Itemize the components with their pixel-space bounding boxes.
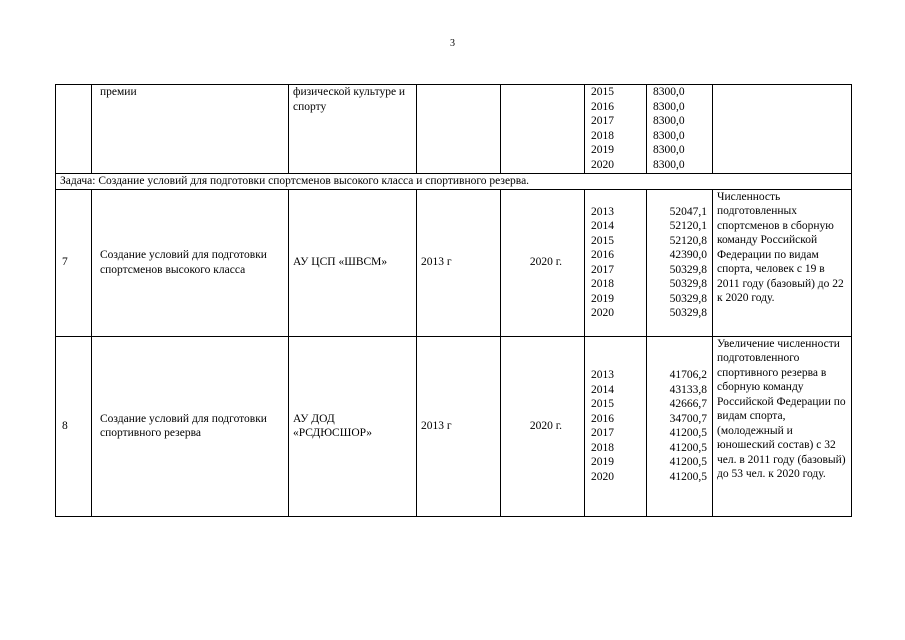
value-list <box>647 205 712 321</box>
year-list <box>585 368 646 484</box>
year-item: 2015 <box>591 86 614 98</box>
year-item: 2017 <box>591 427 614 439</box>
value-list <box>647 85 712 172</box>
cell-values <box>647 189 713 336</box>
year-list <box>585 205 646 321</box>
row-indicator: Численность подготовленных спортсменов в сборную команду Российской Федерации по видам спорта, человек с 19 в 2011 году (базовый) до 22 к 2020 году. <box>713 189 852 336</box>
value-item: 8300,0 <box>653 86 685 98</box>
value-item: 41200,5 <box>669 470 707 483</box>
cell-years <box>585 336 647 516</box>
year-item: 2018 <box>591 129 614 142</box>
value-item: 50329,8 <box>669 307 707 319</box>
program-table <box>55 84 852 517</box>
table-row-continuation <box>56 85 852 174</box>
value-item: 50329,8 <box>669 292 707 305</box>
value-item: 50329,8 <box>669 278 707 290</box>
value-item: 8300,0 <box>653 144 685 156</box>
row-end: 2020 г. <box>501 336 585 516</box>
year-item: 2014 <box>591 220 614 232</box>
value-item: 52047,1 <box>669 205 707 218</box>
task-heading: Задача: Создание условий для подготовки спортсменов высокого класса и спортивного резерва. <box>56 174 852 190</box>
value-item: 41200,5 <box>669 427 707 439</box>
value-item: 43133,8 <box>669 383 707 396</box>
year-item: 2018 <box>591 441 614 454</box>
row-start: 2013 г <box>417 336 501 516</box>
row-executor: АУ ЦСП «ШВСМ» <box>289 189 417 336</box>
value-item: 42390,0 <box>669 249 707 261</box>
value-item: 8300,0 <box>653 100 685 113</box>
year-item: 2015 <box>591 234 614 247</box>
row-indicator: Увеличение численности подготовленного спортивного резерва в сборную команду Российской Федерации по видам спорта, (молодежный и юношеский состав) с 32 чел. в 2011 году (базовый) до 53 чел. к 2020 году. <box>713 336 852 516</box>
value-item: 41706,2 <box>669 369 707 381</box>
value-item: 50329,8 <box>669 263 707 276</box>
year-item: 2020 <box>591 307 614 319</box>
year-item: 2020 <box>591 158 614 171</box>
value-item: 42666,7 <box>669 398 707 410</box>
value-item: 8300,0 <box>653 158 685 171</box>
year-item: 2018 <box>591 278 614 290</box>
year-item: 2013 <box>591 369 614 381</box>
year-item: 2017 <box>591 115 614 127</box>
cell-executor <box>289 85 417 174</box>
value-item: 41200,5 <box>669 456 707 468</box>
year-item: 2016 <box>591 412 614 425</box>
year-item: 2019 <box>591 456 614 468</box>
value-item: 34700,7 <box>669 412 707 425</box>
cell-years <box>585 189 647 336</box>
row-name: премии <box>100 86 137 98</box>
row-end: 2020 г. <box>501 189 585 336</box>
row-name: Создание условий для подготовки спортивного резерва <box>92 336 289 516</box>
row-name: Создание условий для подготовки спортсменов высокого класса <box>92 189 289 336</box>
row-executor: АУ ДОД «РСДЮСШОР» <box>289 336 417 516</box>
year-item: 2020 <box>591 470 614 483</box>
year-item: 2013 <box>591 205 614 218</box>
year-list <box>585 85 646 172</box>
page-number: 3 <box>450 38 455 49</box>
value-item: 52120,1 <box>669 220 707 232</box>
row-executor: физической культуре и спорту <box>293 86 406 113</box>
year-item: 2019 <box>591 292 614 305</box>
cell-values <box>647 85 713 174</box>
year-item: 2015 <box>591 398 614 410</box>
value-item: 8300,0 <box>653 129 685 142</box>
value-item: 52120,8 <box>669 234 707 247</box>
task-heading-row <box>56 174 852 190</box>
cell-years <box>585 85 647 174</box>
cell-name <box>92 85 289 174</box>
cell-end <box>501 85 585 174</box>
year-item: 2016 <box>591 249 614 261</box>
year-item: 2017 <box>591 263 614 276</box>
cell-num <box>56 85 92 174</box>
cell-indicator <box>713 85 852 174</box>
row-number: 8 <box>56 336 92 516</box>
table-row <box>56 189 852 336</box>
year-item: 2014 <box>591 383 614 396</box>
cell-start <box>417 85 501 174</box>
row-start: 2013 г <box>417 189 501 336</box>
value-list <box>647 368 712 484</box>
table-row <box>56 336 852 516</box>
row-number: 7 <box>56 189 92 336</box>
year-item: 2019 <box>591 144 614 156</box>
year-item: 2016 <box>591 100 614 113</box>
value-item: 8300,0 <box>653 115 685 127</box>
cell-values <box>647 336 713 516</box>
value-item: 41200,5 <box>669 441 707 454</box>
